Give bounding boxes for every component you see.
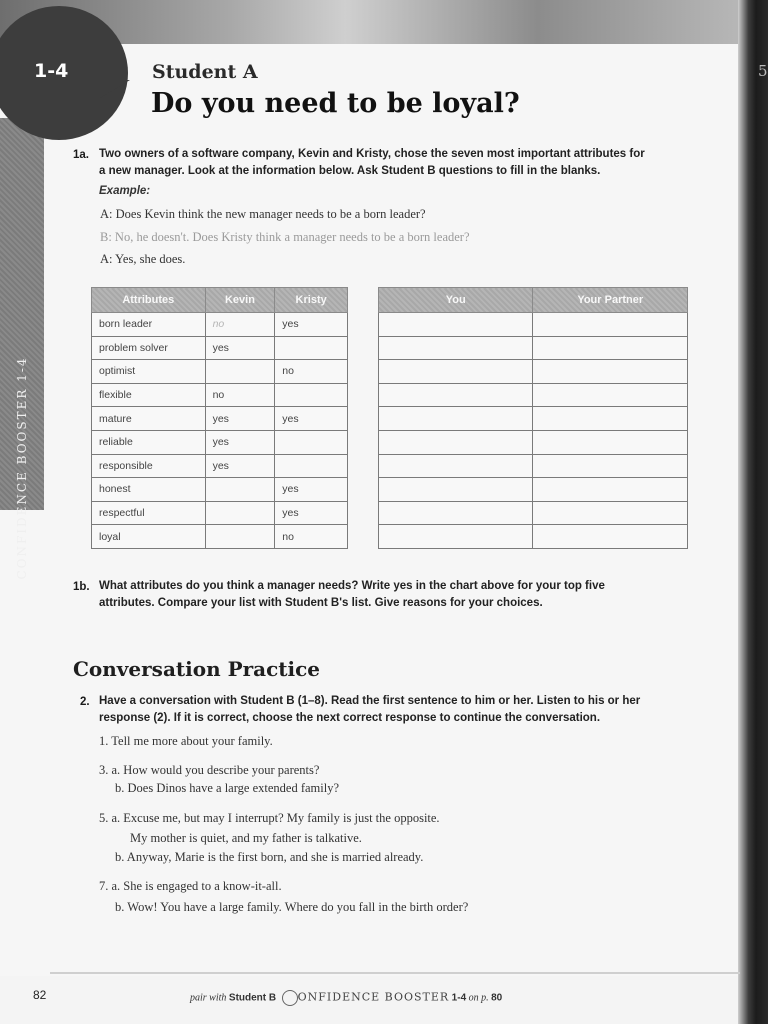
kevin-cell[interactable]: no xyxy=(205,383,275,407)
partner-cell[interactable] xyxy=(533,501,688,525)
attribute-cell: respectful xyxy=(92,501,206,525)
attributes-table xyxy=(91,287,348,549)
exercise-1b-instruction xyxy=(99,578,699,612)
instruction-line: attributes. Compare your list with Student B's list. Give reasons for your choices. xyxy=(99,597,543,609)
partner-cell[interactable] xyxy=(533,430,688,454)
table-row xyxy=(379,407,688,431)
conversation-line: 3. a. How would you describe your parents? xyxy=(99,763,320,777)
partner-cell[interactable] xyxy=(533,383,688,407)
side-label: CONFIDENCE BOOSTER 1-4 xyxy=(15,356,29,580)
you-cell[interactable] xyxy=(379,454,533,478)
table-row xyxy=(379,430,688,454)
exercise-1b-number: 1b. xyxy=(73,581,90,593)
attribute-cell: reliable xyxy=(92,430,206,454)
example-line: B: No, he doesn't. Does Kristy think a manager needs to be a born leader? xyxy=(100,230,470,244)
exercise-2-number: 2. xyxy=(80,696,90,708)
kristy-cell[interactable] xyxy=(275,454,348,478)
student-label: Student A xyxy=(152,61,258,83)
kristy-cell[interactable]: yes xyxy=(275,313,348,337)
kevin-cell[interactable]: yes xyxy=(205,407,275,431)
footer-on-p: on p. xyxy=(468,992,489,1004)
conversation-line: 5. a. Excuse me, but may I interrupt? My family is just the opposite. xyxy=(99,811,440,825)
partner-cell[interactable] xyxy=(533,478,688,502)
kevin-cell[interactable] xyxy=(205,478,275,502)
kevin-cell[interactable]: yes xyxy=(205,454,275,478)
attribute-cell: flexible xyxy=(92,383,206,407)
footer-divider xyxy=(50,972,740,974)
conversation-line: 7. a. She is engaged to a know-it-all. xyxy=(99,879,282,893)
kristy-cell[interactable]: no xyxy=(275,525,348,549)
kevin-cell[interactable] xyxy=(205,501,275,525)
section-title: Conversation Practice xyxy=(73,657,321,681)
table-row xyxy=(92,454,348,478)
spine-mark: 5 xyxy=(758,62,768,80)
book-spine xyxy=(738,0,768,1024)
you-partner-table xyxy=(378,287,688,549)
kevin-cell[interactable]: no xyxy=(205,313,275,337)
instruction-line: a new manager. Look at the information below. Ask Student B questions to fill in the blanks. xyxy=(99,165,601,177)
partner-cell[interactable] xyxy=(533,407,688,431)
table-row xyxy=(92,478,348,502)
footer-pair-with: pair with xyxy=(190,992,227,1004)
you-cell[interactable] xyxy=(379,525,533,549)
column-header: Kevin xyxy=(205,288,275,313)
table-row xyxy=(379,360,688,384)
kristy-cell[interactable]: yes xyxy=(275,478,348,502)
partner-cell[interactable] xyxy=(533,313,688,337)
instruction-line: What attributes do you think a manager needs? Write yes in the chart above for your top five xyxy=(99,580,605,592)
table-row xyxy=(92,383,348,407)
unit-number: 1-4 xyxy=(34,60,69,82)
conversation-line: b. Wow! You have a large family. Where do you fall in the birth order? xyxy=(115,900,469,914)
kristy-cell[interactable] xyxy=(275,430,348,454)
you-cell[interactable] xyxy=(379,383,533,407)
attribute-cell: optimist xyxy=(92,360,206,384)
conversation-line: My mother is quiet, and my father is talkative. xyxy=(130,831,362,845)
table-row xyxy=(92,313,348,337)
kevin-cell[interactable]: yes xyxy=(205,430,275,454)
side-strip xyxy=(0,118,44,580)
table-row xyxy=(92,336,348,360)
you-cell[interactable] xyxy=(379,407,533,431)
attribute-cell: honest xyxy=(92,478,206,502)
unit-badge-tail xyxy=(100,80,130,98)
table-row xyxy=(379,525,688,549)
kristy-cell[interactable]: yes xyxy=(275,501,348,525)
you-cell[interactable] xyxy=(379,478,533,502)
you-cell[interactable] xyxy=(379,501,533,525)
table-row xyxy=(379,336,688,360)
attribute-cell: mature xyxy=(92,407,206,431)
footer-reference xyxy=(190,990,502,1006)
kristy-cell[interactable]: yes xyxy=(275,407,348,431)
conversation-line: b. Anyway, Marie is the first born, and she is married already. xyxy=(115,850,424,864)
you-cell[interactable] xyxy=(379,313,533,337)
attribute-cell: responsible xyxy=(92,454,206,478)
table-header-row xyxy=(92,288,348,313)
column-header: Kristy xyxy=(275,288,348,313)
attribute-cell: problem solver xyxy=(92,336,206,360)
kristy-cell[interactable] xyxy=(275,383,348,407)
table-row xyxy=(92,525,348,549)
table-row xyxy=(92,501,348,525)
partner-cell[interactable] xyxy=(533,525,688,549)
kristy-cell[interactable]: no xyxy=(275,360,348,384)
footer-unit: 1-4 xyxy=(451,992,467,1004)
kevin-cell[interactable] xyxy=(205,360,275,384)
page-number: 82 xyxy=(33,988,47,1002)
brand-c-circle-icon xyxy=(282,990,298,1006)
attribute-cell: loyal xyxy=(92,525,206,549)
table-row xyxy=(92,407,348,431)
conversation-line: b. Does Dinos have a large extended family? xyxy=(115,781,339,795)
partner-cell[interactable] xyxy=(533,454,688,478)
conversation-line: 1. Tell me more about your family. xyxy=(99,734,273,748)
instruction-line: Have a conversation with Student B (1–8). Read the first sentence to him or her. Listen to his or her xyxy=(99,695,641,707)
table-row xyxy=(379,454,688,478)
instruction-line: Two owners of a software company, Kevin and Kristy, chose the seven most important attributes for xyxy=(99,148,645,160)
partner-cell[interactable] xyxy=(533,336,688,360)
footer-page-ref: 80 xyxy=(491,992,503,1004)
exercise-1a-number: 1a. xyxy=(73,149,89,161)
table-row xyxy=(379,478,688,502)
kevin-cell[interactable] xyxy=(205,525,275,549)
example-line: A: Does Kevin think the new manager needs to be a born leader? xyxy=(100,207,426,221)
instruction-line: response (2). If it is correct, choose the next correct response to continue the conversation. xyxy=(99,712,601,724)
table-row xyxy=(92,430,348,454)
table-row xyxy=(379,383,688,407)
example-label: Example: xyxy=(99,185,151,197)
table-row xyxy=(92,360,348,384)
kristy-cell[interactable] xyxy=(275,336,348,360)
you-cell[interactable] xyxy=(379,360,533,384)
column-header: Attributes xyxy=(92,288,206,313)
column-header: You xyxy=(379,288,533,313)
footer-student-b: Student B xyxy=(228,992,277,1004)
exercise-2-instruction xyxy=(99,693,719,727)
footer-brand: ONFIDENCE BOOSTER xyxy=(297,990,450,1004)
example-line: A: Yes, she does. xyxy=(100,252,186,266)
kevin-cell[interactable]: yes xyxy=(205,336,275,360)
table-row xyxy=(379,313,688,337)
you-cell[interactable] xyxy=(379,430,533,454)
table-header-row xyxy=(379,288,688,313)
attribute-cell: born leader xyxy=(92,313,206,337)
page-title: Do you need to be loyal? xyxy=(151,88,520,119)
exercise-1a-instruction xyxy=(99,146,699,180)
table-row xyxy=(379,501,688,525)
partner-cell[interactable] xyxy=(533,360,688,384)
column-header: Your Partner xyxy=(533,288,688,313)
you-cell[interactable] xyxy=(379,336,533,360)
